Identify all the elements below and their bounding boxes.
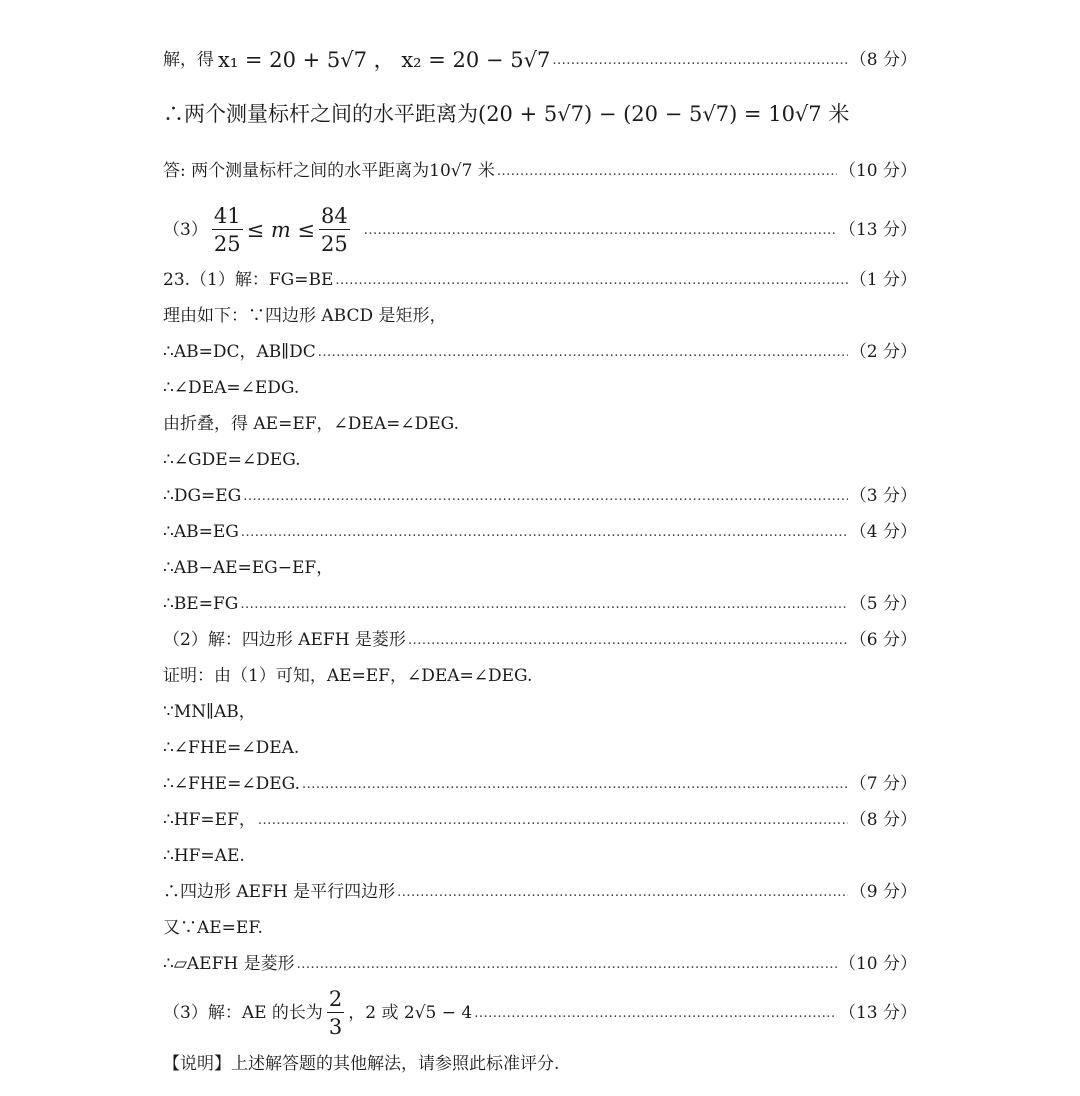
fraction-denominator: 3 <box>328 1015 343 1039</box>
line-text: 理由如下：∵四边形 ABCD 是矩形， <box>163 306 447 326</box>
leader-dots <box>258 814 848 827</box>
score-label: （9 分） <box>849 882 917 902</box>
fraction-numerator: 84 <box>319 205 350 230</box>
solution-line-6 <box>163 308 917 325</box>
line-text: ∴∠FHE=∠DEA. <box>163 738 300 758</box>
leader-dots <box>474 1007 837 1020</box>
line-text: 答: 两个测量标杆之间的水平距离为10√7 米 <box>163 161 495 181</box>
score-label: （1 分） <box>849 270 917 290</box>
score-label: （5 分） <box>849 594 917 614</box>
line-text: ∴HF=EF， <box>163 810 256 830</box>
leader-dots <box>335 274 847 287</box>
inequality-middle: ≤ m ≤ <box>246 217 316 242</box>
line-text: 23.（1）解：FG=BE <box>163 270 334 290</box>
answer-line <box>163 163 917 180</box>
fraction-lower <box>212 205 243 255</box>
solution-line-14 <box>163 596 917 613</box>
line-text: 又∵AE=EF. <box>163 918 263 938</box>
score-label: （6 分） <box>849 630 917 650</box>
fraction-numerator: 2 <box>327 988 344 1013</box>
line-text: ∴∠GDE=∠DEG. <box>163 450 301 470</box>
score-label: （10 分） <box>838 954 917 974</box>
line-text: ∴AB−AE=EG−EF， <box>163 558 334 578</box>
solution-line-9 <box>163 416 917 433</box>
line-text: ∴四边形 AEFH 是平行四边形 <box>163 882 396 902</box>
line-text: 解，得 <box>163 50 214 70</box>
solution-line-7 <box>163 344 917 361</box>
fraction-denominator: 25 <box>321 232 348 256</box>
line-text: 由折叠，得 AE=EF，∠DEA=∠DEG. <box>163 414 460 434</box>
score-label: （8 分） <box>849 810 917 830</box>
score-label: （3 分） <box>849 486 917 506</box>
score-label: （13 分） <box>838 219 917 240</box>
line-text: ∴两个测量标杆之间的水平距离为(20 + 5√7) − (20 − 5√7) = 10√7 米 <box>163 102 850 126</box>
score-label: （13 分） <box>838 1002 917 1023</box>
line-text: ∴DG=EG <box>163 486 242 506</box>
line-text: （3）解：AE 的长为 <box>163 1002 323 1023</box>
leader-dots <box>302 778 848 791</box>
leader-dots <box>241 526 848 539</box>
solution-line-21 <box>163 848 917 865</box>
solution-line-23 <box>163 920 917 937</box>
part3-answer-line <box>163 988 917 1038</box>
solution-line-20 <box>163 812 917 829</box>
fraction-upper <box>319 205 350 255</box>
line-text: ∴▱AEFH 是菱形 <box>163 954 295 974</box>
leader-dots <box>318 346 848 359</box>
grading-note <box>163 1056 917 1073</box>
solution-line-12 <box>163 524 917 541</box>
part3-range-line <box>163 205 917 255</box>
line-text: ∵MN∥AB， <box>163 702 256 722</box>
score-label: （10 分） <box>838 161 917 181</box>
leader-dots <box>243 490 848 503</box>
math-expression: x₁ = 20 + 5√7 ， x₂ = 20 − 5√7 <box>218 48 551 72</box>
solution-line-10 <box>163 452 917 469</box>
line-text: （3） <box>163 219 208 240</box>
leader-dots <box>397 886 848 899</box>
solution-line-16 <box>163 668 917 685</box>
fraction-two-thirds <box>327 988 344 1038</box>
line-text: ∴HF=AE. <box>163 846 245 866</box>
line-text-tail: ，2 或 2√5 − 4 <box>348 1002 473 1023</box>
leader-dots <box>240 598 847 611</box>
solution-line-17 <box>163 704 917 721</box>
solution-line-15 <box>163 632 917 649</box>
solution-line-22 <box>163 884 917 901</box>
line-text: ∴∠DEA=∠EDG. <box>163 378 300 398</box>
leader-dots <box>408 634 848 647</box>
line-text: 证明：由（1）可知，AE=EF，∠DEA=∠DEG. <box>163 666 533 686</box>
solution-line-18 <box>163 740 917 757</box>
leader-dots <box>297 958 837 971</box>
fraction-numerator: 41 <box>212 205 243 230</box>
solution-line-2 <box>163 104 917 125</box>
solution-line-5 <box>163 272 917 289</box>
solution-line-11 <box>163 488 917 505</box>
fraction-denominator: 25 <box>213 232 241 256</box>
line-text: ∴BE=FG <box>163 594 239 614</box>
leader-dots <box>552 54 847 67</box>
solution-line-8 <box>163 380 917 397</box>
leader-dots <box>497 165 837 178</box>
solution-line-13 <box>163 560 917 577</box>
leader-dots <box>364 224 837 237</box>
line-text: ∴∠FHE=∠DEG. <box>163 774 300 794</box>
line-text: （2）解：四边形 AEFH 是菱形 <box>163 630 406 650</box>
solution-line-1 <box>163 50 917 71</box>
score-label: （8 分） <box>849 50 917 70</box>
score-label: （7 分） <box>849 774 917 794</box>
line-text: ∴AB=DC，AB∥DC <box>163 342 316 362</box>
solution-line-24 <box>163 956 917 973</box>
score-label: （2 分） <box>849 342 917 362</box>
line-text: ∴AB=EG <box>163 522 239 542</box>
note-text: 【说明】上述解答题的其他解法，请参照此标准评分. <box>163 1054 560 1074</box>
solution-line-19 <box>163 776 917 793</box>
score-label: （4 分） <box>849 522 917 542</box>
